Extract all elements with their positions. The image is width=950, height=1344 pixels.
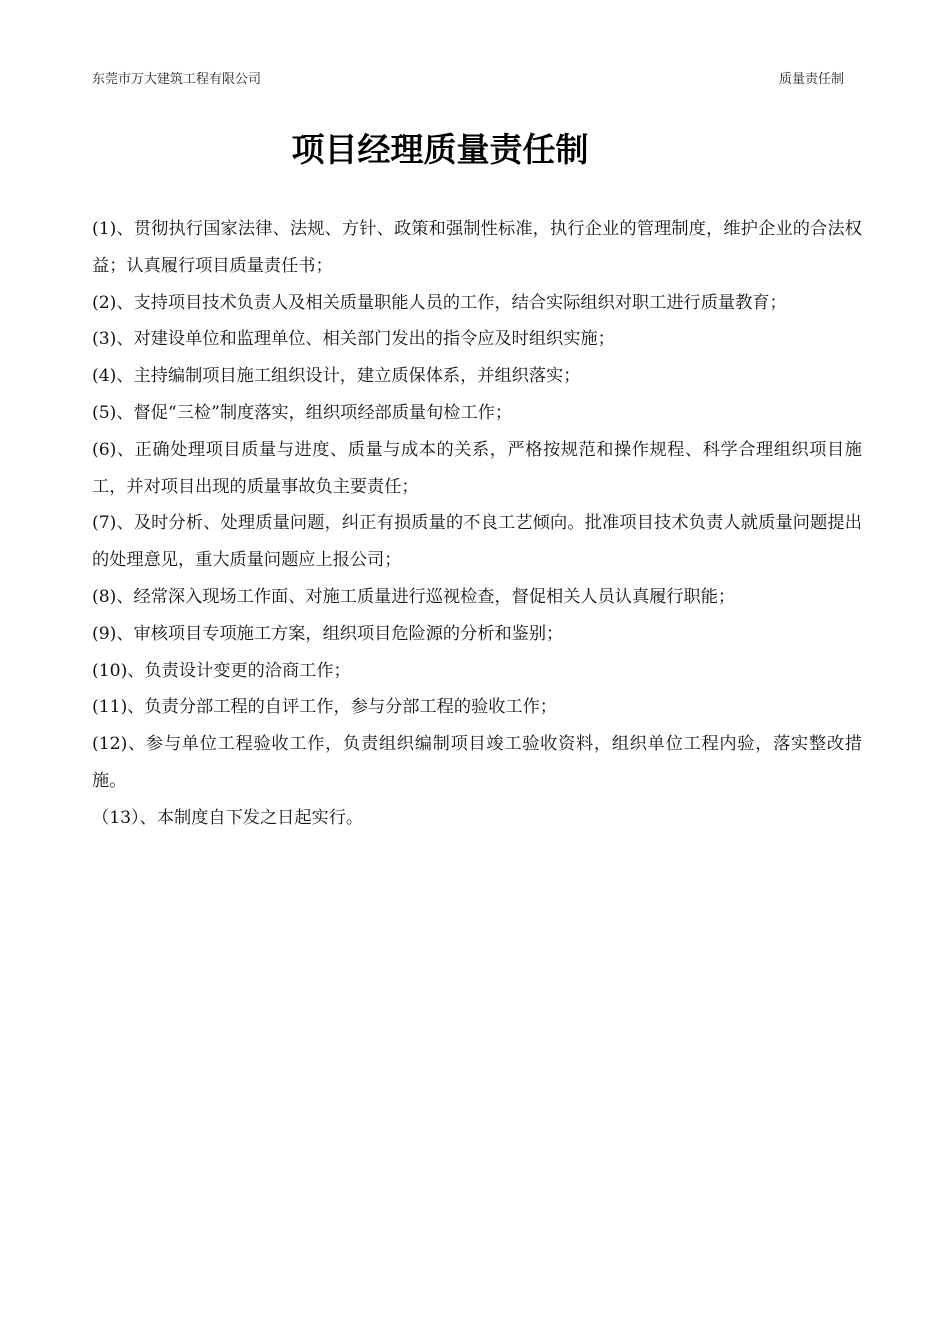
clause-2: (2)、支持项目技术负责人及相关质量职能人员的工作，结合实际组织对职工进行质量教育；	[92, 292, 787, 313]
clause-6: (6)、正确处理项目质量与进度、质量与成本的关系，严格按规范和操作规程、科学合理组织项目施工，并对项目出现的质量事故负主要责任；	[92, 439, 862, 497]
header-document-type: 质量责任制	[778, 72, 844, 87]
clause-3: (3)、对建设单位和监理单位、相关部门发出的指令应及时组织实施；	[92, 329, 615, 350]
clause-12: (12)、参与单位工程验收工作，负责组织编制项目竣工验收资料，组织单位工程内验，落实整改措施。	[92, 734, 862, 791]
header-company-name: 东莞市万大建筑工程有限公司	[92, 72, 262, 87]
document-title: 项目经理质量责任制	[291, 130, 589, 169]
clause-7: (7)、及时分析、处理质量问题，纠正有损质量的不良工艺倾向。批准项目技术负责人就质量问题提出的处理意见，重大质量问题应上报公司；	[92, 513, 862, 571]
page-header	[92, 66, 844, 88]
clause-10: (10)、负责设计变更的洽商工作；	[92, 660, 351, 681]
clause-1: (1)、贯彻执行国家法律、法规、方针、政策和强制性标准，执行企业的管理制度，维护企业的合法权益；认真履行项目质量责任书；	[92, 219, 862, 276]
clause-11: (11)、负责分部工程的自评工作，参与分部工程的验收工作；	[92, 697, 557, 718]
document-body	[92, 211, 862, 837]
clause-13: （13）、本制度自下发之日起实行。	[92, 807, 364, 828]
clause-5: (5)、督促“三检”制度落实，组织项经部质量旬检工作；	[92, 402, 513, 423]
clause-4: (4)、主持编制项目施工组织设计，建立质保体系，并组织落实；	[92, 366, 581, 387]
clause-8: (8)、经常深入现场工作面、对施工质量进行巡视检查，督促相关人员认真履行职能；	[92, 586, 736, 607]
clause-9: (9)、审核项目专项施工方案，组织项目危险源的分析和鉴别；	[92, 623, 564, 644]
